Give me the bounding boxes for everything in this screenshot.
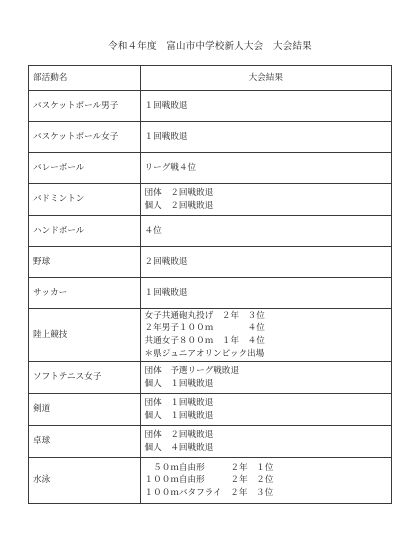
- result-line: １００ｍ自由形 ２年 ２位: [144, 475, 274, 486]
- result-line: 個人 ４回戦敗退: [144, 442, 214, 453]
- result-cell: [140, 309, 391, 362]
- table-row: [29, 91, 392, 122]
- result-cell: [140, 153, 391, 184]
- result-line: ２回戦敗退: [144, 256, 188, 267]
- result-cell: [140, 91, 391, 122]
- result-line: ２年男子１００ｍ ４位: [144, 323, 265, 334]
- header-club: 部活動名: [29, 66, 141, 91]
- club-name: 陸上競技: [29, 309, 141, 362]
- club-name: 卓球: [29, 426, 141, 458]
- table-header-row: [29, 66, 392, 91]
- result-line: ＊県ジュニアオリンピック出場: [144, 348, 265, 359]
- club-name: バドミントン: [29, 184, 141, 216]
- result-line: 共通女子８００ｍ １年 ４位: [144, 336, 265, 346]
- page-title: 令和４年度 富山市中学校新人大会 大会結果: [108, 41, 312, 52]
- header-result: 大会結果: [140, 66, 391, 91]
- club-name: ソフトテニス女子: [29, 362, 141, 394]
- result-line: 女子共通砲丸投げ ２年 ３位: [144, 310, 265, 321]
- result-cell: [140, 247, 391, 278]
- table-row: [29, 216, 392, 247]
- table-row: [29, 362, 392, 394]
- table-row: [29, 153, 392, 184]
- result-cell: [140, 394, 391, 426]
- result-line: ４位: [144, 225, 162, 236]
- table-row: [29, 426, 392, 458]
- club-name: 野球: [29, 247, 141, 278]
- table-row: [29, 247, 392, 278]
- table-row: [29, 394, 392, 426]
- club-name: バレーボール: [29, 153, 141, 184]
- club-name: 剣道: [29, 394, 141, 426]
- results-table: [28, 65, 392, 504]
- table-row: [29, 122, 392, 153]
- result-line: １回戦敗退: [144, 287, 188, 298]
- result-line: リーグ戦４位: [144, 162, 197, 173]
- result-line: 個人 １回戦敗退: [144, 378, 214, 389]
- result-line: １回戦敗退: [144, 100, 188, 111]
- result-line: 個人 ２回戦敗退: [144, 200, 214, 211]
- result-line: 団体 予選リーグ戦敗退: [144, 365, 240, 376]
- result-cell: [140, 426, 391, 458]
- table-row: [29, 309, 392, 362]
- result-line: 個人 １回戦敗退: [144, 410, 214, 421]
- table-row: [29, 458, 392, 504]
- result-cell: [140, 278, 391, 309]
- result-cell: [140, 458, 391, 504]
- club-name: 水泳: [29, 458, 141, 504]
- table-row: [29, 184, 392, 216]
- result-line: 団体 １回戦敗退: [144, 397, 214, 408]
- result-line: １回戦敗退: [144, 131, 188, 142]
- club-name: バスケットボール女子: [29, 122, 141, 153]
- club-name: ハンドボール: [29, 216, 141, 247]
- club-name: サッカー: [29, 278, 141, 309]
- result-line: 団体 ２回戦敗退: [144, 187, 214, 198]
- result-line: 団体 ２回戦敗退: [144, 429, 214, 440]
- result-line: １００ｍバタフライ ２年 ３位: [144, 487, 274, 498]
- club-name: バスケットボール男子: [29, 91, 141, 122]
- result-cell: [140, 216, 391, 247]
- result-cell: [140, 122, 391, 153]
- result-cell: [140, 362, 391, 394]
- result-cell: [140, 184, 391, 216]
- result-line: ５０ｍ自由形 ２年 １位: [144, 462, 274, 473]
- table-row: [29, 278, 392, 309]
